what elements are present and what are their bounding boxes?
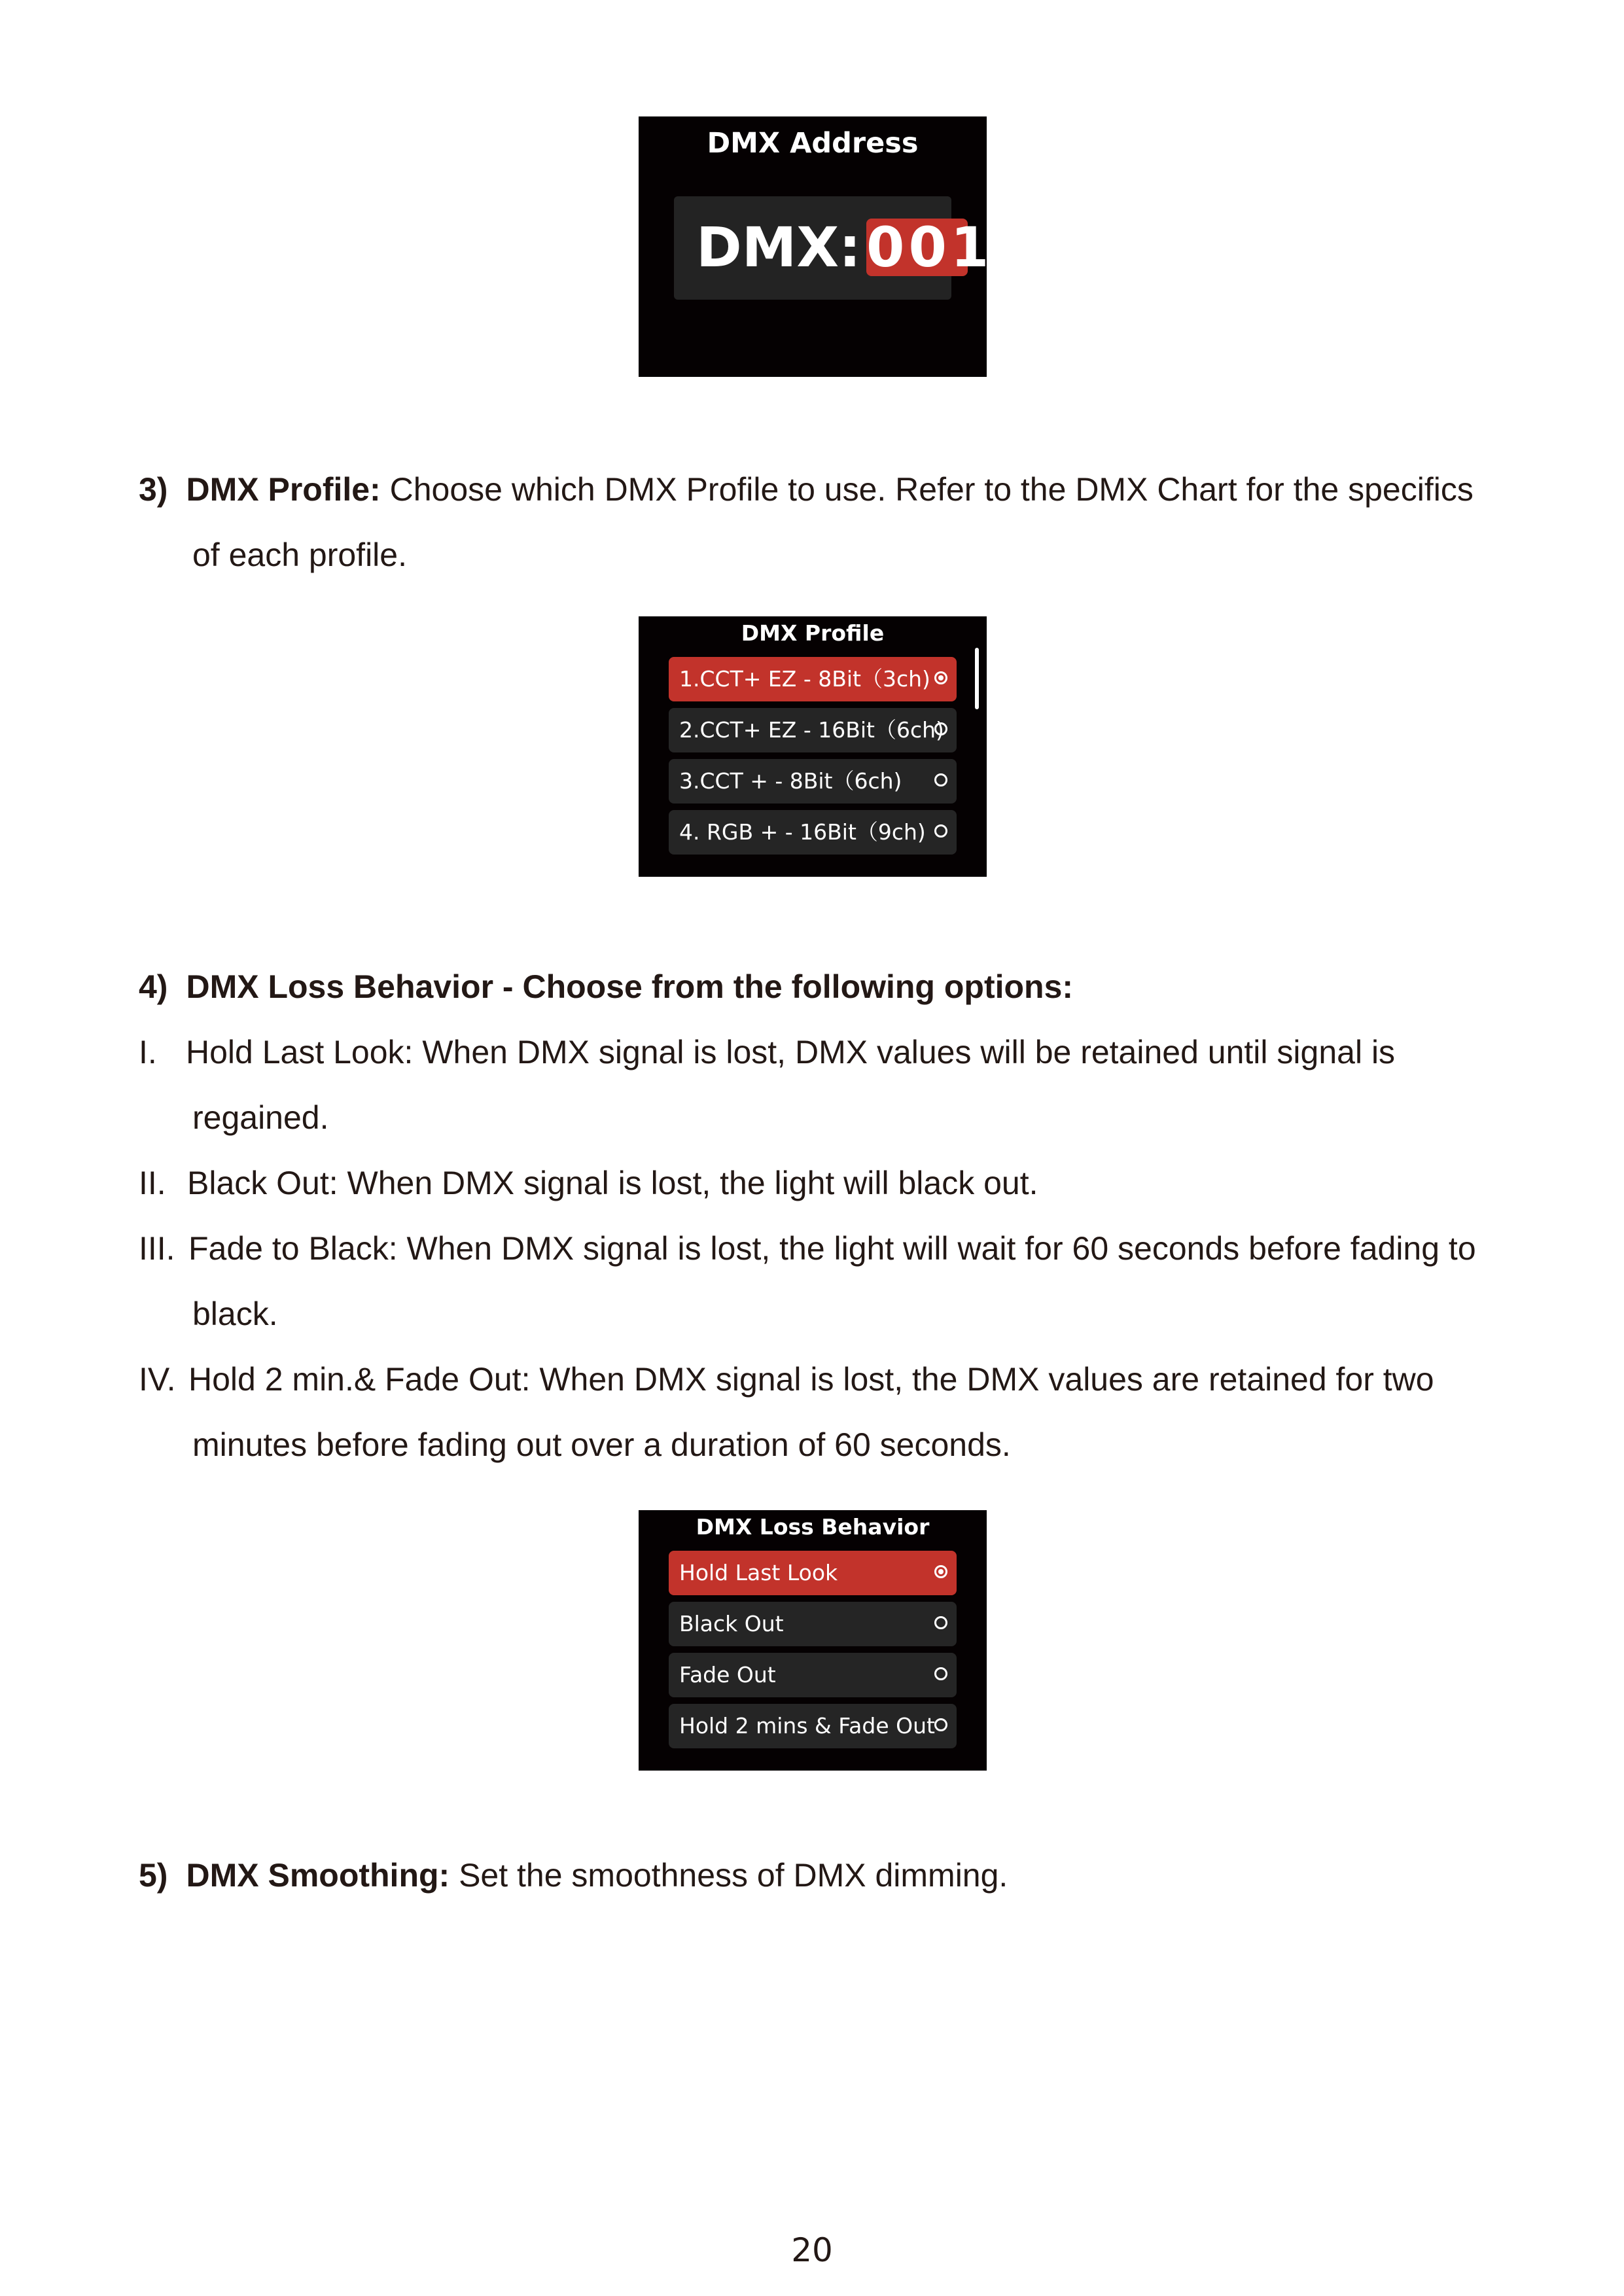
- section-5-text: Set the smoothness of DMX dimming.: [450, 1857, 1008, 1894]
- section-3-heading: DMX Profile:: [186, 471, 381, 508]
- option-1-numeral: I.: [139, 1034, 157, 1070]
- dmx-address-box[interactable]: [674, 196, 993, 300]
- loss-option-label: Black Out: [679, 1611, 784, 1636]
- section-3-line-1: [139, 470, 1474, 509]
- radio-unselected-icon[interactable]: [934, 1718, 947, 1731]
- loss-option-label: Fade Out: [679, 1662, 776, 1687]
- section-3-number: 3): [139, 471, 168, 508]
- loss-option-label: Hold 2 mins & Fade Out: [679, 1713, 935, 1739]
- radio-unselected-icon[interactable]: [934, 1616, 947, 1629]
- radio-unselected-icon[interactable]: [934, 824, 947, 838]
- section-4-number: 4): [139, 968, 168, 1005]
- radio-unselected-icon[interactable]: [934, 1667, 947, 1680]
- section-3-line-2: of each profile.: [192, 537, 407, 573]
- dmx-address-title: DMX Address: [707, 127, 919, 160]
- dmx-profile-screen: [639, 616, 987, 877]
- dmx-address-value[interactable]: 001: [866, 215, 993, 279]
- dmx-profile-title: DMX Profile: [741, 620, 885, 646]
- dmx-address-screen: [639, 116, 993, 377]
- option-3-numeral: III.: [139, 1230, 175, 1267]
- option-4-line-2: minutes before fading out over a duration of 60 seconds.: [192, 1426, 1011, 1463]
- profile-option-1[interactable]: [669, 657, 957, 701]
- option-4-line-1: Hold 2 min.& Fade Out: When DMX signal is lost, the DMX values are retained for two: [188, 1361, 1434, 1398]
- profile-option-label: 1.CCT+ EZ - 8Bit（3ch): [679, 666, 930, 692]
- profile-option-2[interactable]: [669, 708, 957, 752]
- section-3-text: Choose which DMX Profile to use. Refer to the DMX Chart for the specifics: [380, 471, 1474, 508]
- section-4-heading: DMX Loss Behavior - Choose from the following options:: [186, 968, 1074, 1005]
- loss-option-hold-2-mins-fade-out[interactable]: [669, 1704, 957, 1748]
- option-3-line-1: Fade to Black: When DMX signal is lost, the light will wait for 60 seconds before fading to: [188, 1230, 1476, 1267]
- radio-unselected-icon[interactable]: [934, 773, 947, 786]
- option-2-line-1: Black Out: When DMX signal is lost, the light will black out.: [187, 1165, 1038, 1201]
- option-2-numeral: II.: [139, 1165, 166, 1201]
- section-4-heading-line: [139, 967, 1073, 1006]
- profile-option-label: 3.CCT + - 8Bit（6ch): [679, 768, 902, 794]
- scrollbar[interactable]: [975, 648, 979, 709]
- loss-option-fade-out[interactable]: [669, 1653, 957, 1697]
- profile-option-3[interactable]: [669, 759, 957, 804]
- dmx-loss-behavior-title: DMX Loss Behavior: [696, 1514, 930, 1540]
- radio-selected-icon[interactable]: [934, 671, 947, 684]
- loss-option-black-out[interactable]: [669, 1602, 957, 1646]
- section-5-heading: DMX Smoothing:: [186, 1857, 450, 1894]
- section-5-line: [139, 1856, 1008, 1895]
- radio-selected-icon[interactable]: [934, 1565, 947, 1578]
- dmx-loss-behavior-screen: [639, 1510, 987, 1771]
- profile-option-4[interactable]: [669, 810, 957, 855]
- profile-option-label: 4. RGB + - 16Bit（9ch): [679, 819, 926, 845]
- option-1-line-1: Hold Last Look: When DMX signal is lost, DMX values will be retained until signal is: [186, 1034, 1396, 1070]
- loss-option-label: Hold Last Look: [679, 1560, 838, 1585]
- page-number: 20: [791, 2231, 833, 2269]
- loss-option-hold-last-look[interactable]: [669, 1551, 957, 1595]
- dmx-address-prefix: DMX:: [696, 215, 861, 279]
- option-1-line-2: regained.: [192, 1099, 329, 1136]
- radio-unselected-icon[interactable]: [934, 722, 947, 735]
- option-3-line-2: black.: [192, 1296, 278, 1332]
- section-5-number: 5): [139, 1857, 168, 1894]
- option-4-numeral: IV.: [139, 1361, 176, 1398]
- profile-option-label: 2.CCT+ EZ - 16Bit（6ch): [679, 717, 944, 743]
